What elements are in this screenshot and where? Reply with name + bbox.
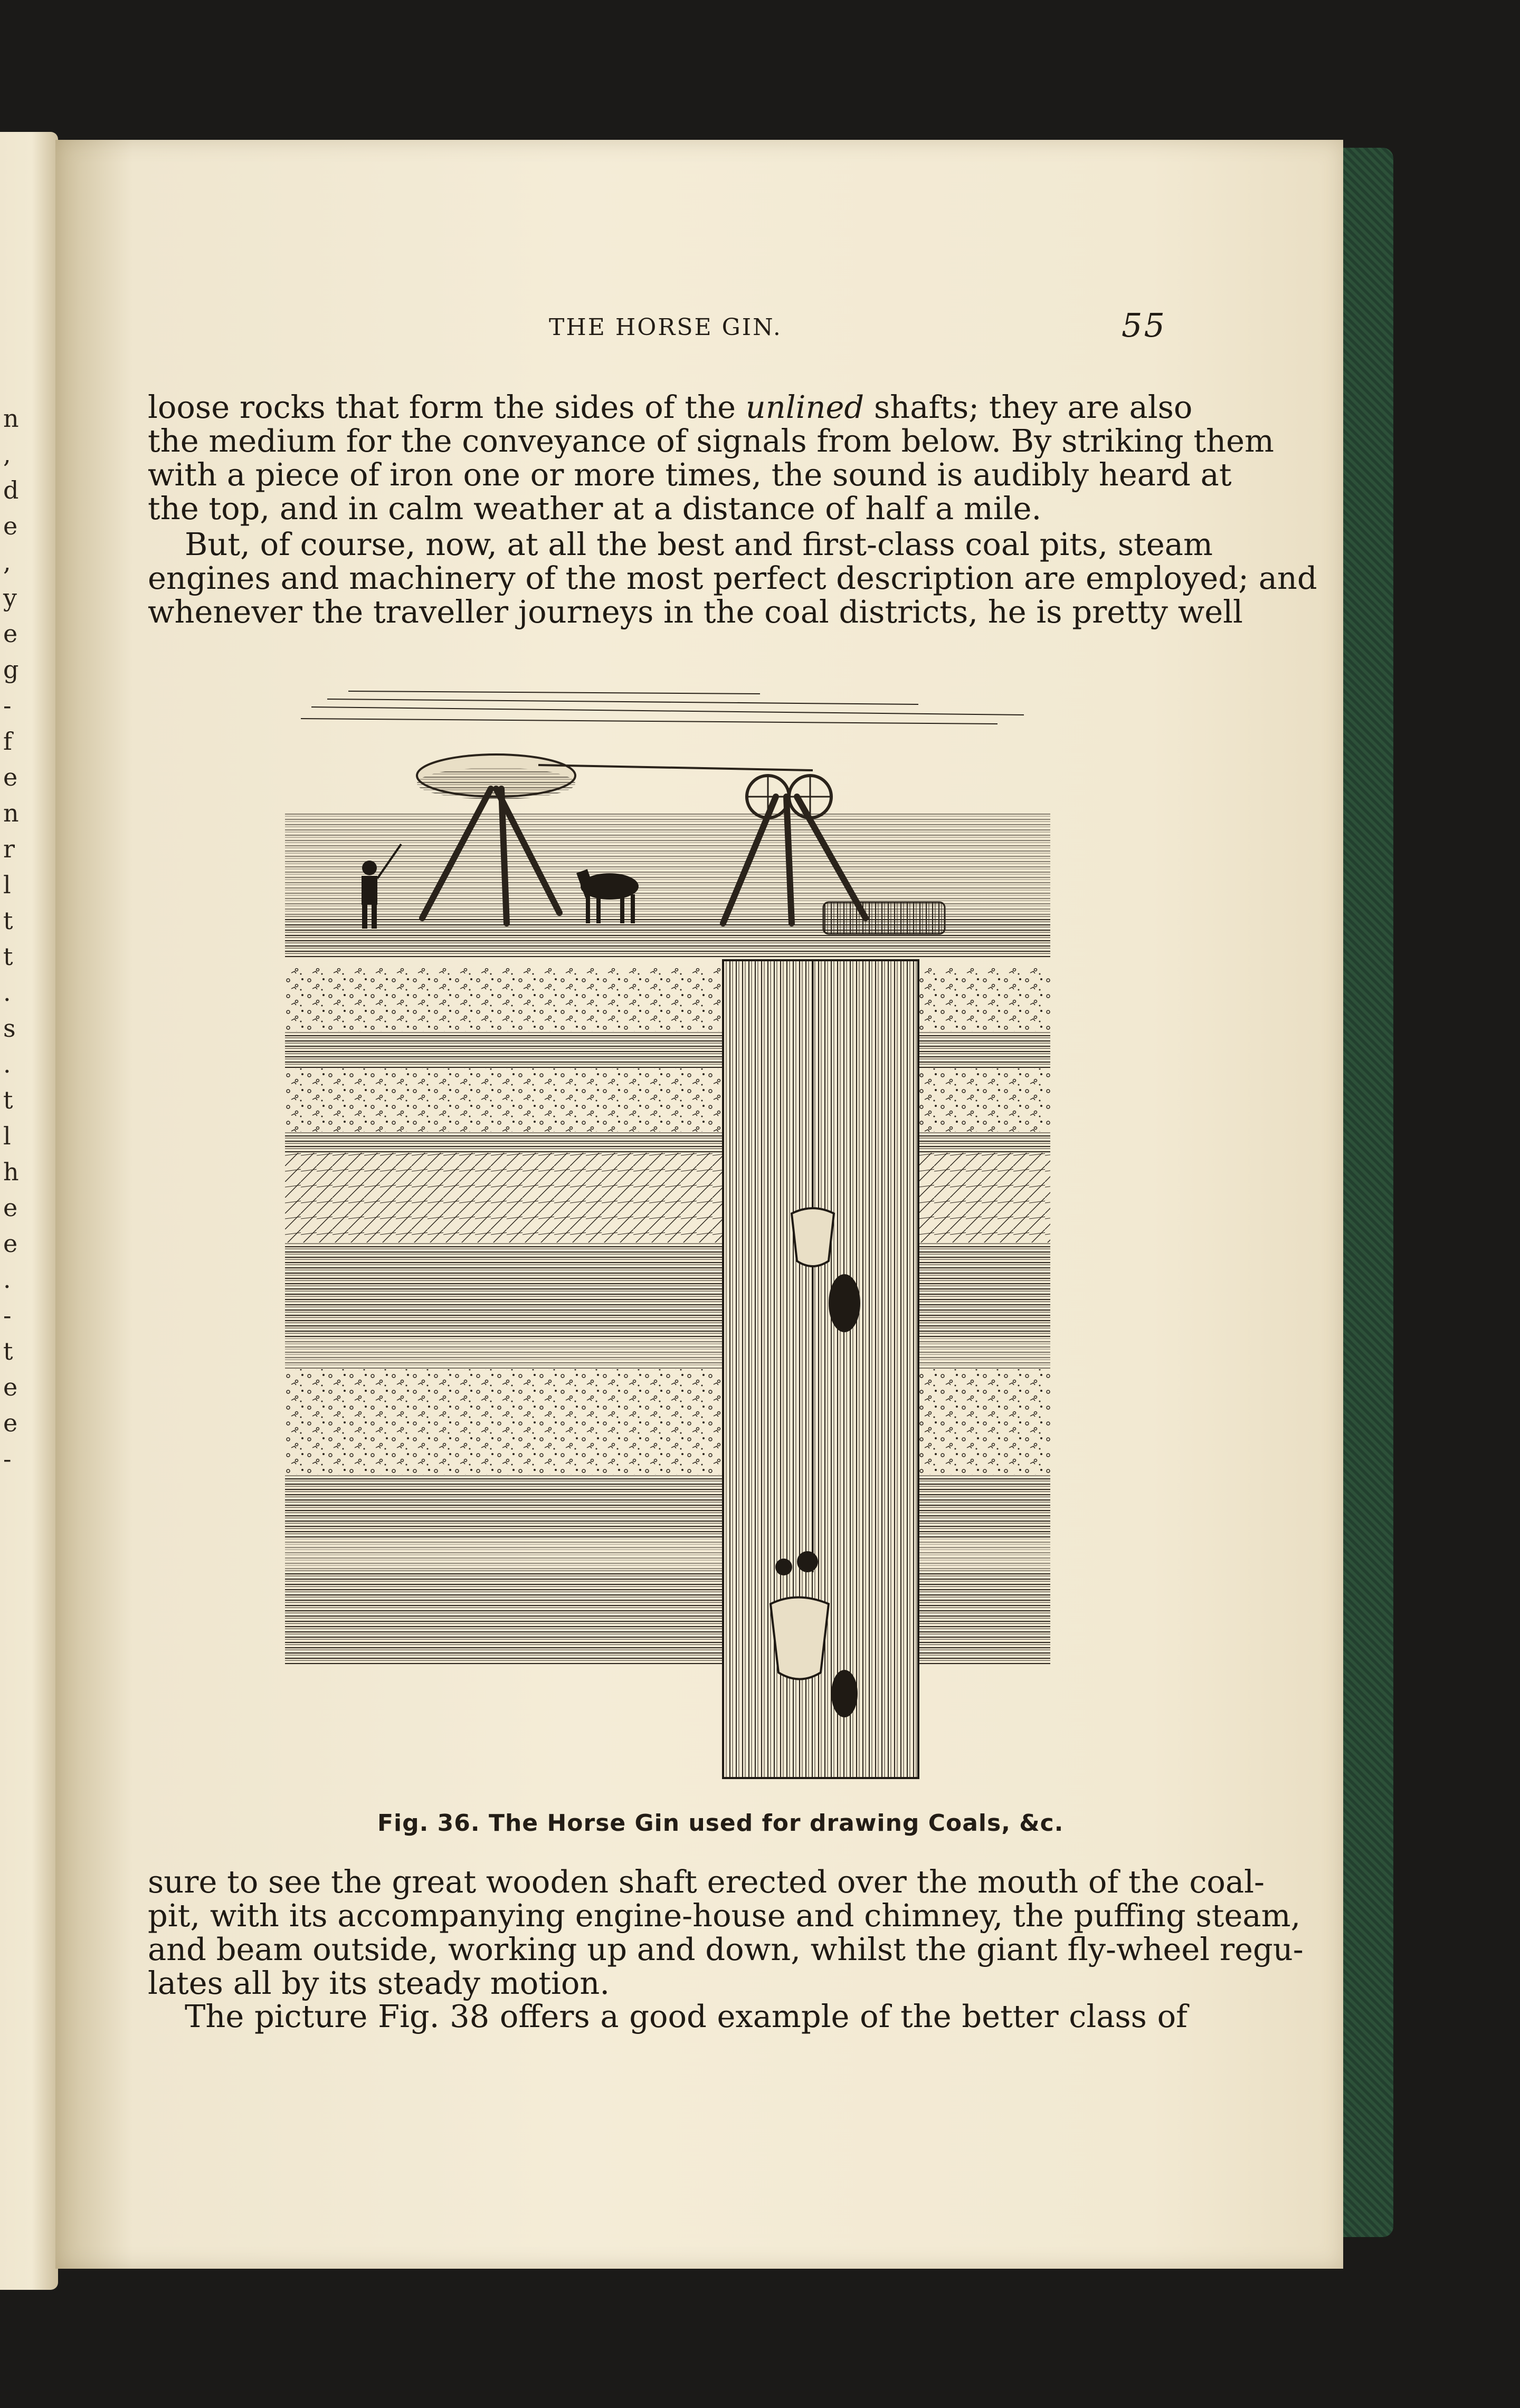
left-page-char: d: [3, 476, 19, 504]
left-facing-page: [0, 132, 58, 2290]
left-page-char: -: [3, 1445, 12, 1473]
text-line: and beam outside, working up and down, whilst the giant fly-wheel regu-: [148, 1931, 1304, 1967]
paragraph-2: [148, 526, 1317, 630]
left-page-char: t: [3, 1086, 13, 1114]
left-page-char: n: [3, 404, 19, 433]
left-page-char: y: [3, 584, 17, 612]
left-page-char: e: [3, 619, 18, 648]
left-page-edge-text: [0, 132, 58, 2290]
left-page-char: s: [3, 1014, 16, 1043]
left-page-char: g: [3, 655, 19, 684]
left-page-char: .: [3, 978, 11, 1007]
text-line: loose rocks that form the sides of the unlined shafts; they are also: [148, 389, 1193, 425]
figure-label: Fig. 36.: [377, 1810, 480, 1837]
left-page-char: e: [3, 1409, 18, 1437]
paragraph-1: [148, 389, 1274, 527]
left-page-char: l: [3, 871, 11, 899]
paragraph-3: [148, 1864, 1304, 2001]
text-line: engines and machinery of the most perfect description are employed; and: [148, 560, 1317, 596]
text-line: sure to see the great wooden shaft erected over the mouth of the coal-: [148, 1864, 1265, 1900]
text-line: whenever the traveller journeys in the coal districts, he is pretty well: [148, 594, 1243, 630]
left-page-char: h: [3, 1158, 19, 1186]
text-line: the medium for the conveyance of signals from below. By striking them: [148, 423, 1274, 459]
left-page-char: ,: [3, 548, 11, 576]
figure-caption: [377, 1810, 1063, 1837]
figure-caption-text: The Horse Gin used for drawing Coals, &c.: [488, 1810, 1064, 1837]
left-page-char: .: [3, 1050, 11, 1078]
left-page-char: -: [3, 1301, 12, 1330]
text-line: The picture Fig. 38 offers a good example of the better class of: [185, 1998, 1188, 2034]
left-page-char: f: [3, 727, 13, 756]
left-page-char: n: [3, 799, 19, 827]
text-line: But, of course, now, at all the best and first-class coal pits, steam: [185, 526, 1213, 562]
horse-gin-illustration: [285, 675, 1050, 1794]
text-line: lates all by its steady motion.: [148, 1965, 610, 2001]
left-page-char: e: [3, 763, 18, 791]
left-page-char: t: [3, 942, 13, 971]
left-page-char: t: [3, 906, 13, 935]
text-line: with a piece of iron one or more times, the sound is audibly heard at: [148, 456, 1232, 493]
left-page-char: e: [3, 1229, 18, 1258]
left-page-char: e: [3, 512, 18, 540]
left-page-char: e: [3, 1193, 18, 1222]
left-page-char: l: [3, 1122, 11, 1150]
running-head-title: THE HORSE GIN.: [549, 314, 782, 341]
paragraph-4: [148, 2000, 1188, 2033]
text-line: the top, and in calm weather at a distance of half a mile.: [148, 490, 1042, 527]
text-line: pit, with its accompanying engine-house and chimney, the puffing steam,: [148, 1897, 1301, 1934]
left-page-char: -: [3, 691, 12, 720]
left-page-char: r: [3, 835, 15, 863]
left-page-char: .: [3, 1265, 11, 1294]
left-page-char: t: [3, 1337, 13, 1365]
page-number: 55: [1122, 306, 1166, 345]
left-page-char: ,: [3, 440, 11, 469]
left-page-char: e: [3, 1373, 18, 1401]
